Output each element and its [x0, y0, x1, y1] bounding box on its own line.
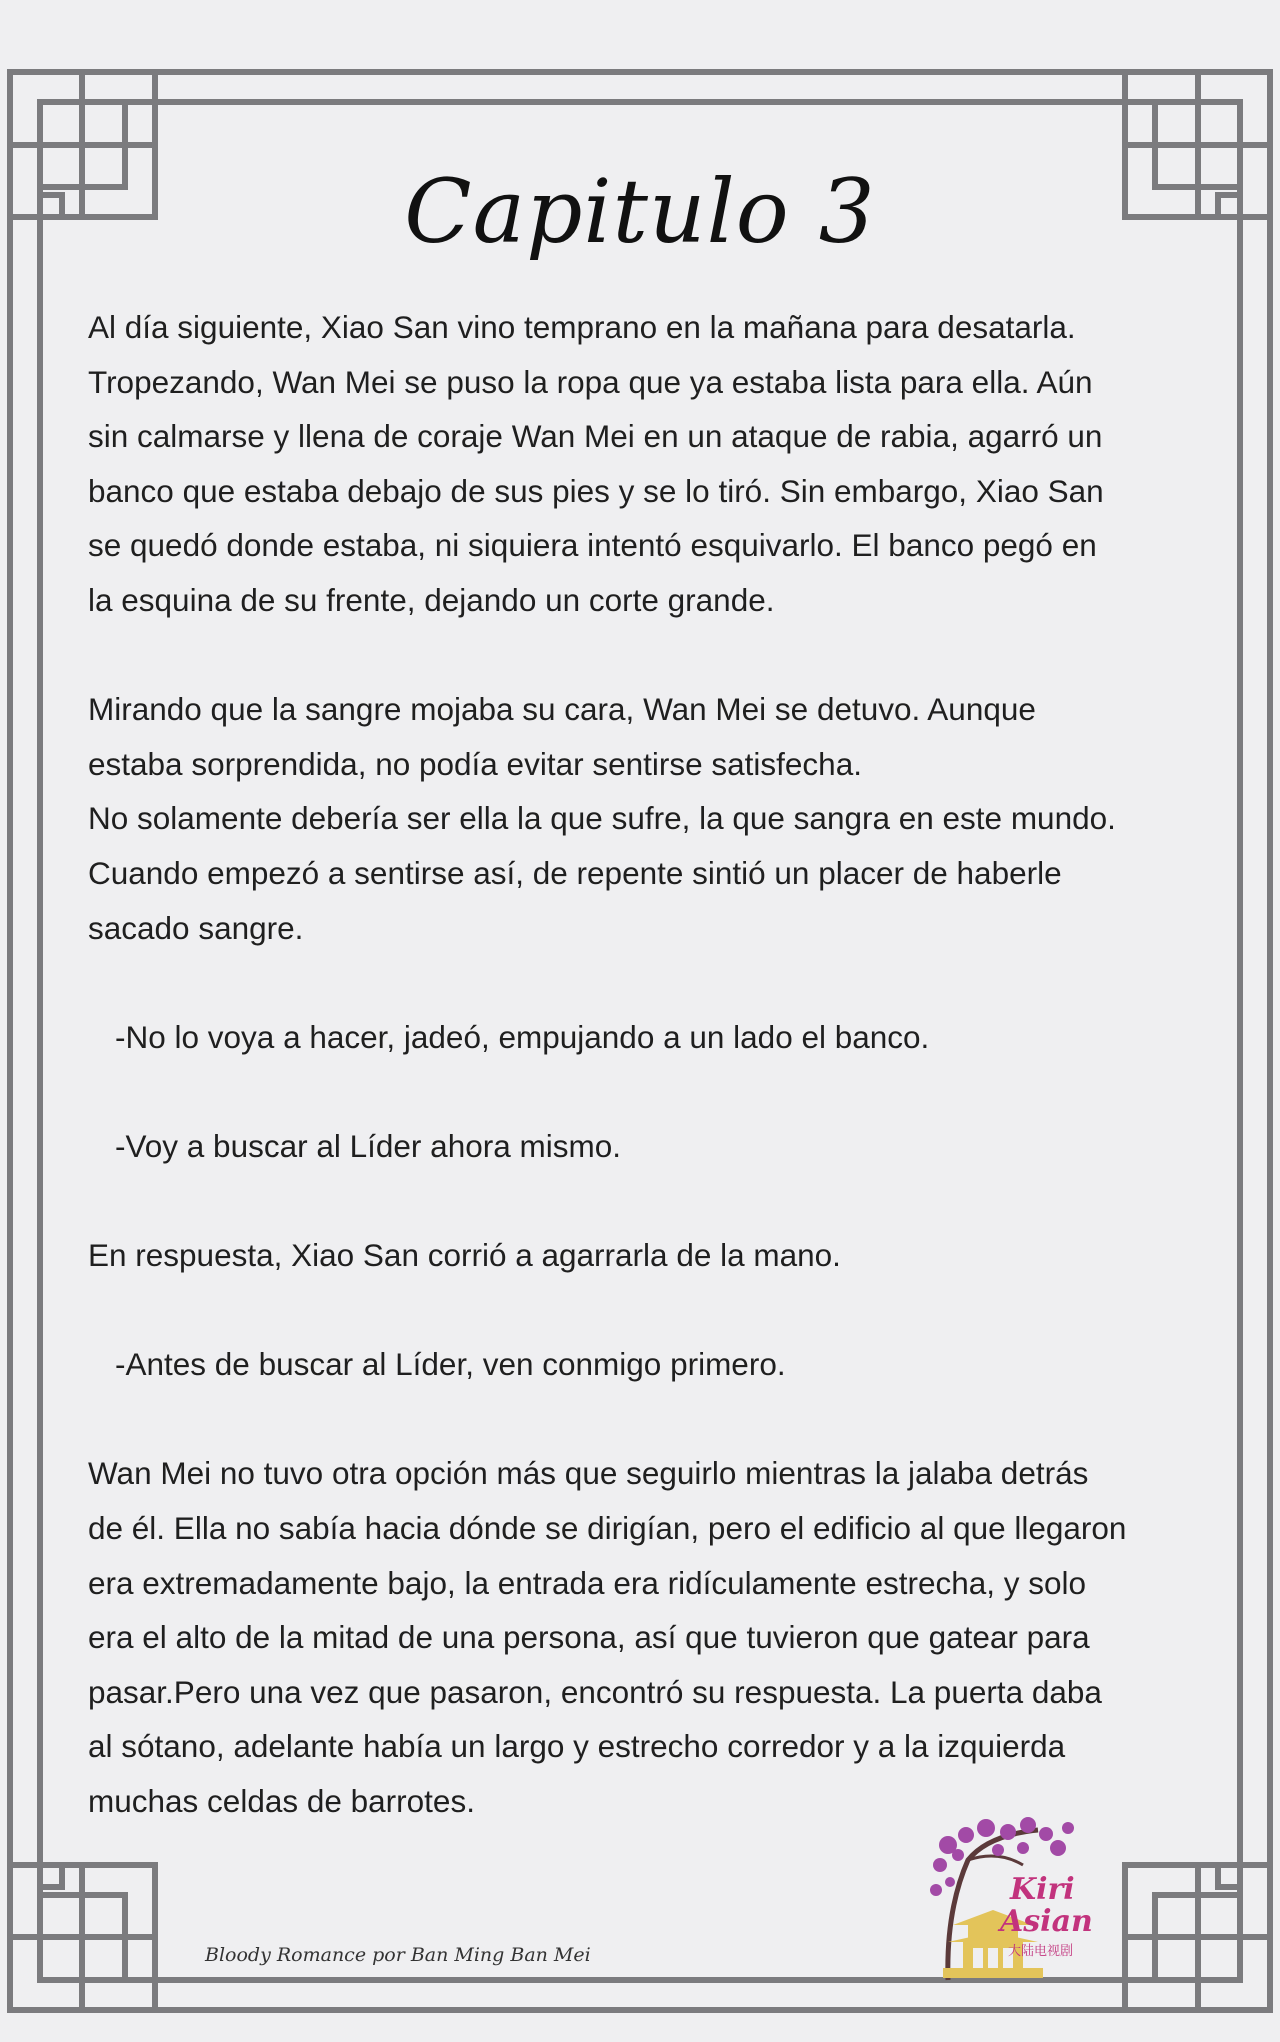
blank-line: [88, 955, 1218, 1010]
blank-line: [88, 1392, 1218, 1447]
text-line: era el alto de la mitad de una persona, así que tuvieron que gatear para: [88, 1619, 1090, 1656]
blank-line: [88, 1283, 1218, 1338]
text-line: Al día siguiente, Xiao San vino temprano en la mañana para desatarla.: [88, 309, 1076, 345]
text-line: de él. Ella no sabía hacia dónde se dirigían, pero el edificio al que llegaron: [88, 1510, 1127, 1547]
kiri-asian-logo: [928, 1820, 1093, 1985]
text-line: En respuesta, Xiao San corrió a agarrarla de la mano.: [88, 1237, 841, 1274]
chapter-title: Capitulo 3: [404, 160, 876, 263]
dialogue-line: -Voy a buscar al Líder ahora mismo.: [115, 1127, 621, 1164]
text-line: sacado sangre.: [88, 909, 304, 946]
text-line: Mirando que la sangre mojaba su cara, Wan Mei se detuvo. Aunque: [88, 691, 1036, 728]
text-line: banco que estaba debajo de sus pies y se lo tiró. Sin embargo, Xiao San: [88, 472, 1104, 509]
text-line: se quedó donde estaba, ni siquiera intentó esquivarlo. El banco pegó en: [88, 527, 1097, 564]
blank-line: [88, 1064, 1218, 1119]
dialogue-line: -No lo voya a hacer, jadeó, empujando a un lado el banco.: [115, 1018, 930, 1055]
footer-credit: Bloody Romance por Ban Ming Ban Mei: [205, 1944, 591, 1966]
blank-line: [88, 628, 1218, 683]
logo-subtitle: 大陆电视剧: [1008, 1944, 1074, 1959]
text-line: pasar.Pero una vez que pasaron, encontró su respuesta. La puerta daba: [88, 1673, 1102, 1710]
text-line: al sótano, adelante había un largo y estrecho corredor y a la izquierda: [88, 1728, 1066, 1765]
text-line: No solamente debería ser ella la que sufre, la que sangra en este mundo.: [88, 800, 1116, 837]
corner-ornament-bottom-right: [1125, 1865, 1270, 2010]
text-line: Wan Mei no tuvo otra opción más que seguirlo mientras la jalaba detrás: [88, 1455, 1089, 1492]
text-line: Tropezando, Wan Mei se puso la ropa que ya estaba lista para ella. Aún: [88, 363, 1093, 400]
logo-name-line1: Kiri: [1010, 1872, 1075, 1907]
text-line: estaba sorprendida, no podía evitar sentirse satisfecha.: [88, 745, 862, 782]
text-line: muchas celdas de barrotes.: [88, 1783, 475, 1820]
text-line: la esquina de su frente, dejando un corte grande.: [88, 581, 775, 618]
blank-line: [88, 1174, 1218, 1229]
text-line: Cuando empezó a sentirse así, de repente sintió un placer de haberle: [88, 854, 1062, 891]
chapter-text: [88, 300, 1218, 1829]
text-line: sin calmarse y llena de coraje Wan Mei en un ataque de rabia, agarró un: [88, 418, 1103, 455]
text-line: era extremadamente bajo, la entrada era ridículamente estrecha, y solo: [88, 1564, 1087, 1601]
dialogue-line: -Antes de buscar al Líder, ven conmigo primero.: [115, 1346, 786, 1383]
logo-name-line2: Asian: [1000, 1904, 1093, 1939]
